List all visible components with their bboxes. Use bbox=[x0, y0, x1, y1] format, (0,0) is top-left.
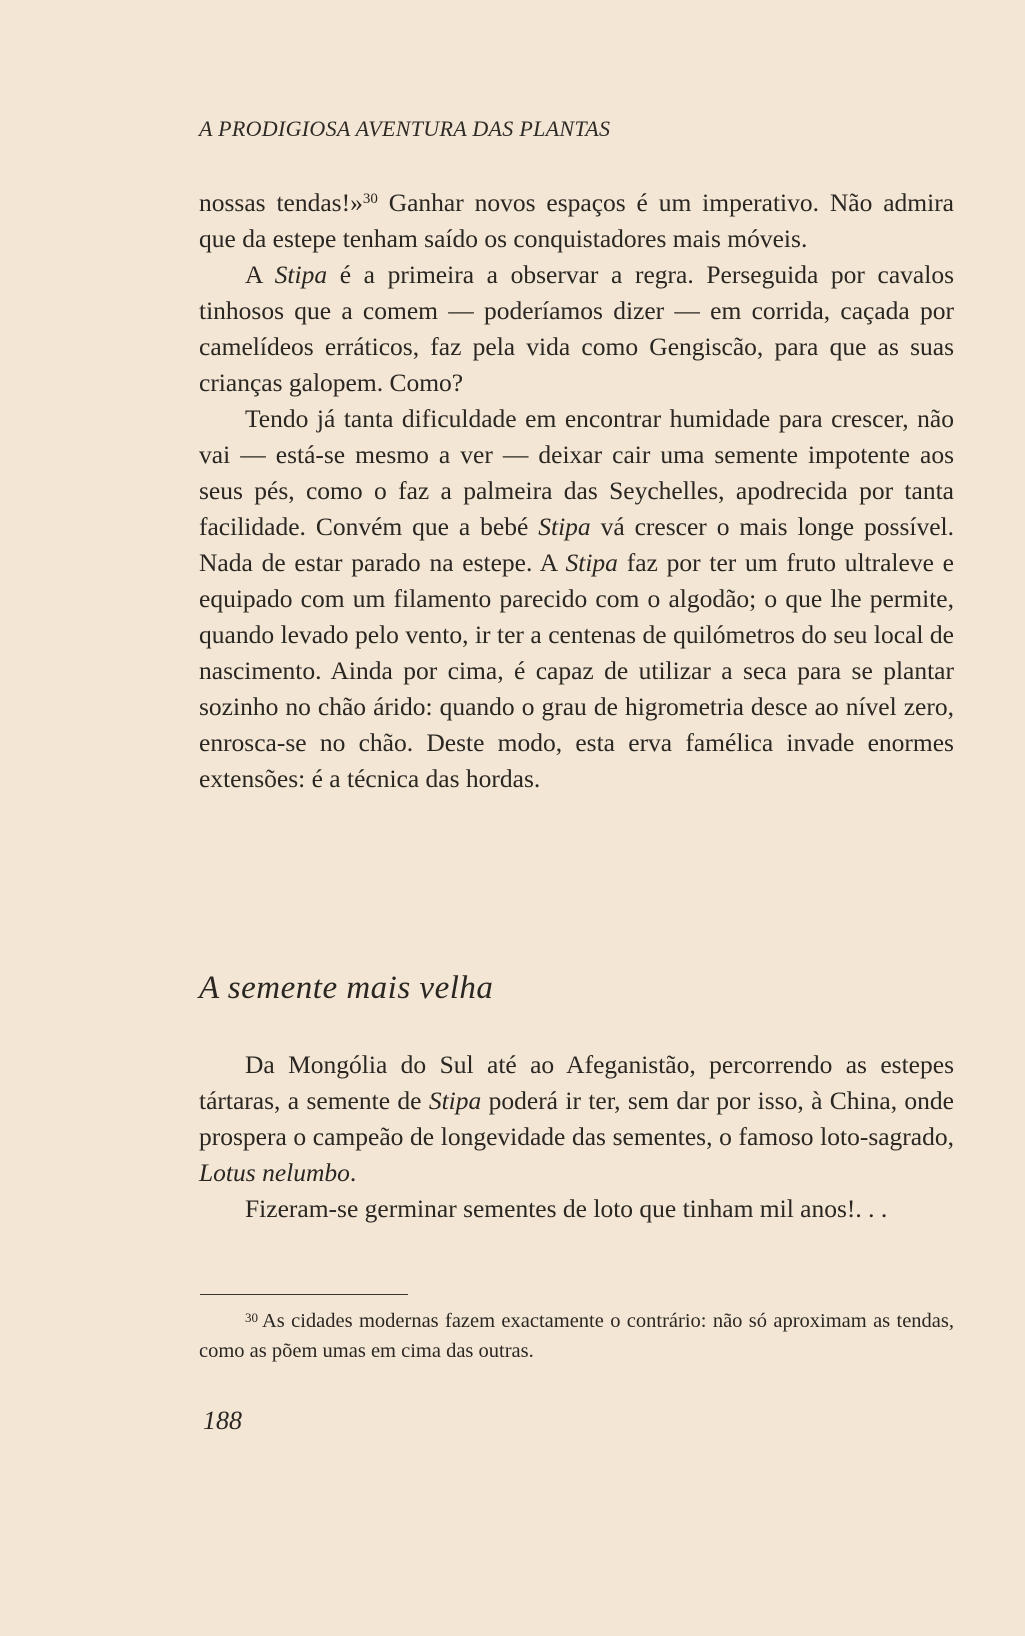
page-number: 188 bbox=[203, 1406, 242, 1435]
species-name: Lotus nelumbo bbox=[199, 1158, 350, 1187]
paragraph-3: Tendo já tanta dificuldade em encontrar humidade para crescer, não vai — está-se mesmo a ver — deixar cair uma semente impotente aos seus pés, como o faz a palmeira das Seychelles, apodrecida por tanta facilidade. Convém que a bebé Stipa vá crescer o mais longe possível. Nada de estar parado na estepe. A Stipa faz por ter um fruto ultraleve e equipado com um filamento parecido com o algodão; o que lhe permite, quando levado pelo vento, ir ter a centenas de quilómetros do seu local de nascimento. Ainda por cima, é capaz de utilizar a seca para se plantar sozinho no chão árido: quando o grau de higrometria desce ao nível zero, enrosca-se no chão. Deste modo, esta erva famélica invade enormes extensões: é a técnica das hordas. bbox=[199, 404, 955, 793]
section-paragraph-2: Fizeram-se germinar sementes de loto que tinham mil anos!. . . bbox=[245, 1194, 888, 1223]
footnote-text: As cidades modernas fazem exactamente o contrário: não só aproximam as tendas, como as põem umas em cima das outras. bbox=[199, 1310, 954, 1362]
body-text bbox=[199, 185, 954, 797]
footnote-divider bbox=[200, 1294, 408, 1295]
species-name: Stipa bbox=[428, 1086, 482, 1115]
section-heading: A semente mais velha bbox=[199, 970, 494, 1006]
section-paragraph-1: Da Mongólia do Sul até ao Afeganistão, percorrendo as estepes tártaras, a semente de Stipa poderá ir ter, sem dar por isso, à China, onde prospera o campeão de longevidade das sementes, o famoso loto-sagrado, Lotus nelumbo. bbox=[199, 1050, 955, 1187]
footnote-number: 30 bbox=[245, 1310, 258, 1325]
footnote bbox=[199, 1306, 954, 1366]
species-name: Stipa bbox=[538, 512, 591, 541]
running-head: A PRODIGIOSA AVENTURA DAS PLANTAS bbox=[199, 116, 611, 141]
species-name: Stipa bbox=[565, 548, 618, 577]
species-name: Stipa bbox=[274, 260, 328, 289]
paragraph-2: A Stipa é a primeira a observar a regra. Perseguida por cavalos tinhosos que a comem — poderíamos dizer — em corrida, caçada por camelídeos erráticos, faz pela vida como Gengiscão, para que as suas crianças galopem. Como? bbox=[199, 260, 954, 397]
footnote-reference[interactable]: 30 bbox=[362, 191, 378, 207]
section-body-text bbox=[199, 1047, 954, 1227]
paragraph-1: nossas tendas!»$^{30}$ Ganhar novos espaços é um imperativo. Não admira que da estepe tenham saído os conquistadores mais móveis. bbox=[199, 188, 954, 253]
